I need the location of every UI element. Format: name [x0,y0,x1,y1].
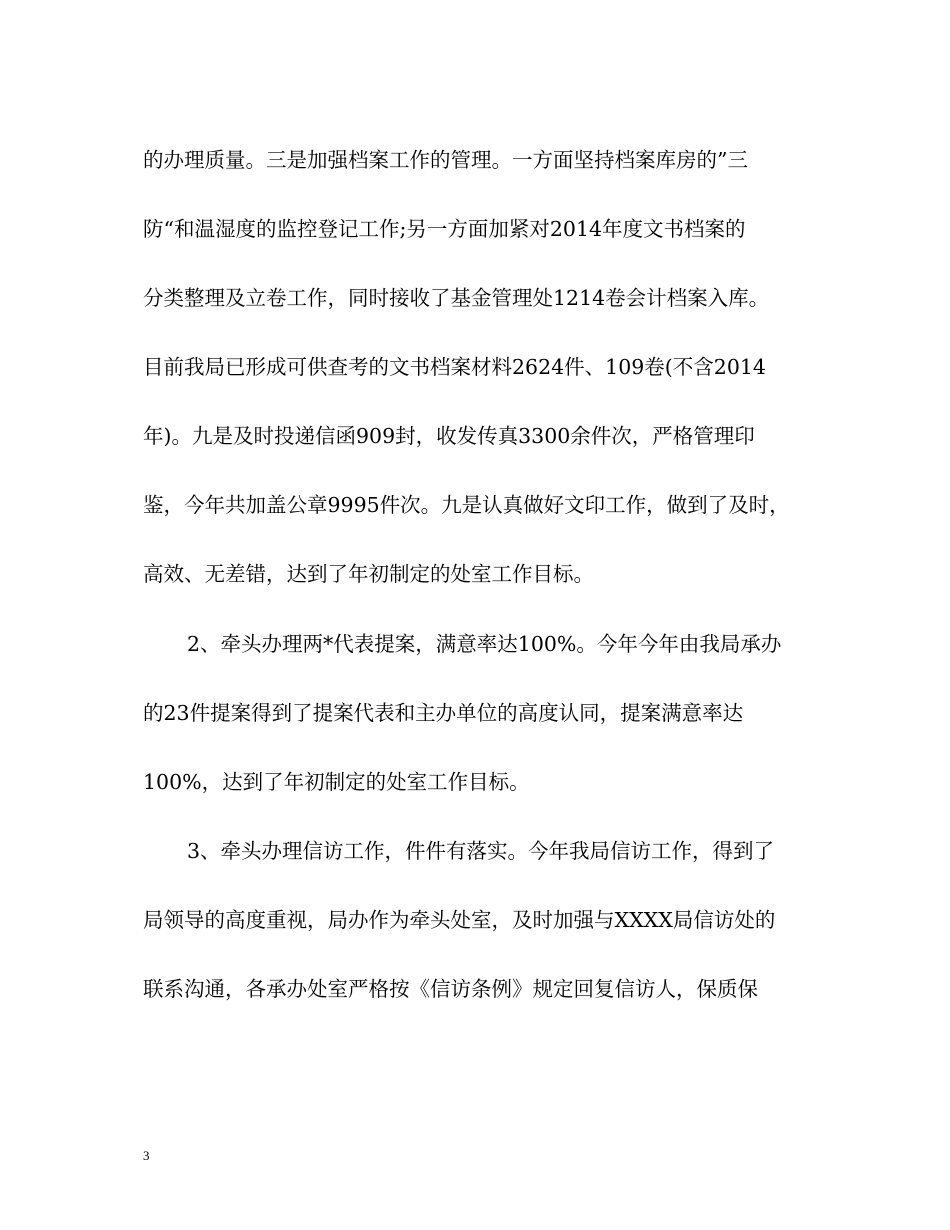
text-line-12: 局领导的高度重视，局办作为牵头处室，及时加强与XXXX局信访处的 [143,908,776,932]
text-line-4: 目前我局已形成可供查考的文书档案材料2624件、109卷(不含2014 [143,355,766,379]
page-number: 3 [143,1148,150,1163]
paragraph-3-start: 3、牵头办理信访工作，件件有落实。今年我局信访工作，得到了 [187,839,775,863]
text-line-3: 分类整理及立卷工作，同时接收了基金管理处1214卷会计档案入库。 [143,286,770,310]
text-line-13: 联系沟通，各承办处室严格按《信访条例》规定回复信访人，保质保 [143,977,758,1001]
text-line-6: 鉴，今年共加盖公章9995件次。九是认真做好文印工作，做到了及时， [143,493,790,517]
text-line-1: 的办理质量。三是加强档案工作的管理。一方面坚持档案库房的”三 [143,148,748,172]
paragraph-2-start: 2、牵头办理两*代表提案，满意率达100%。今年今年由我局承办 [187,632,782,656]
text-line-9: 的23件提案得到了提案代表和主办单位的高度认同，提案满意率达 [143,701,744,725]
text-line-5: 年)。九是及时投递信函909封，收发传真3300余件次，严格管理印 [143,424,755,448]
text-line-2: 防“和温湿度的监控登记工作;另一方面加紧对2014年度文书档案的 [143,217,746,241]
text-line-7: 高效、无差错，达到了年初制定的处室工作目标。 [143,562,594,586]
text-line-10: 100%，达到了年初制定的处室工作目标。 [143,770,530,794]
